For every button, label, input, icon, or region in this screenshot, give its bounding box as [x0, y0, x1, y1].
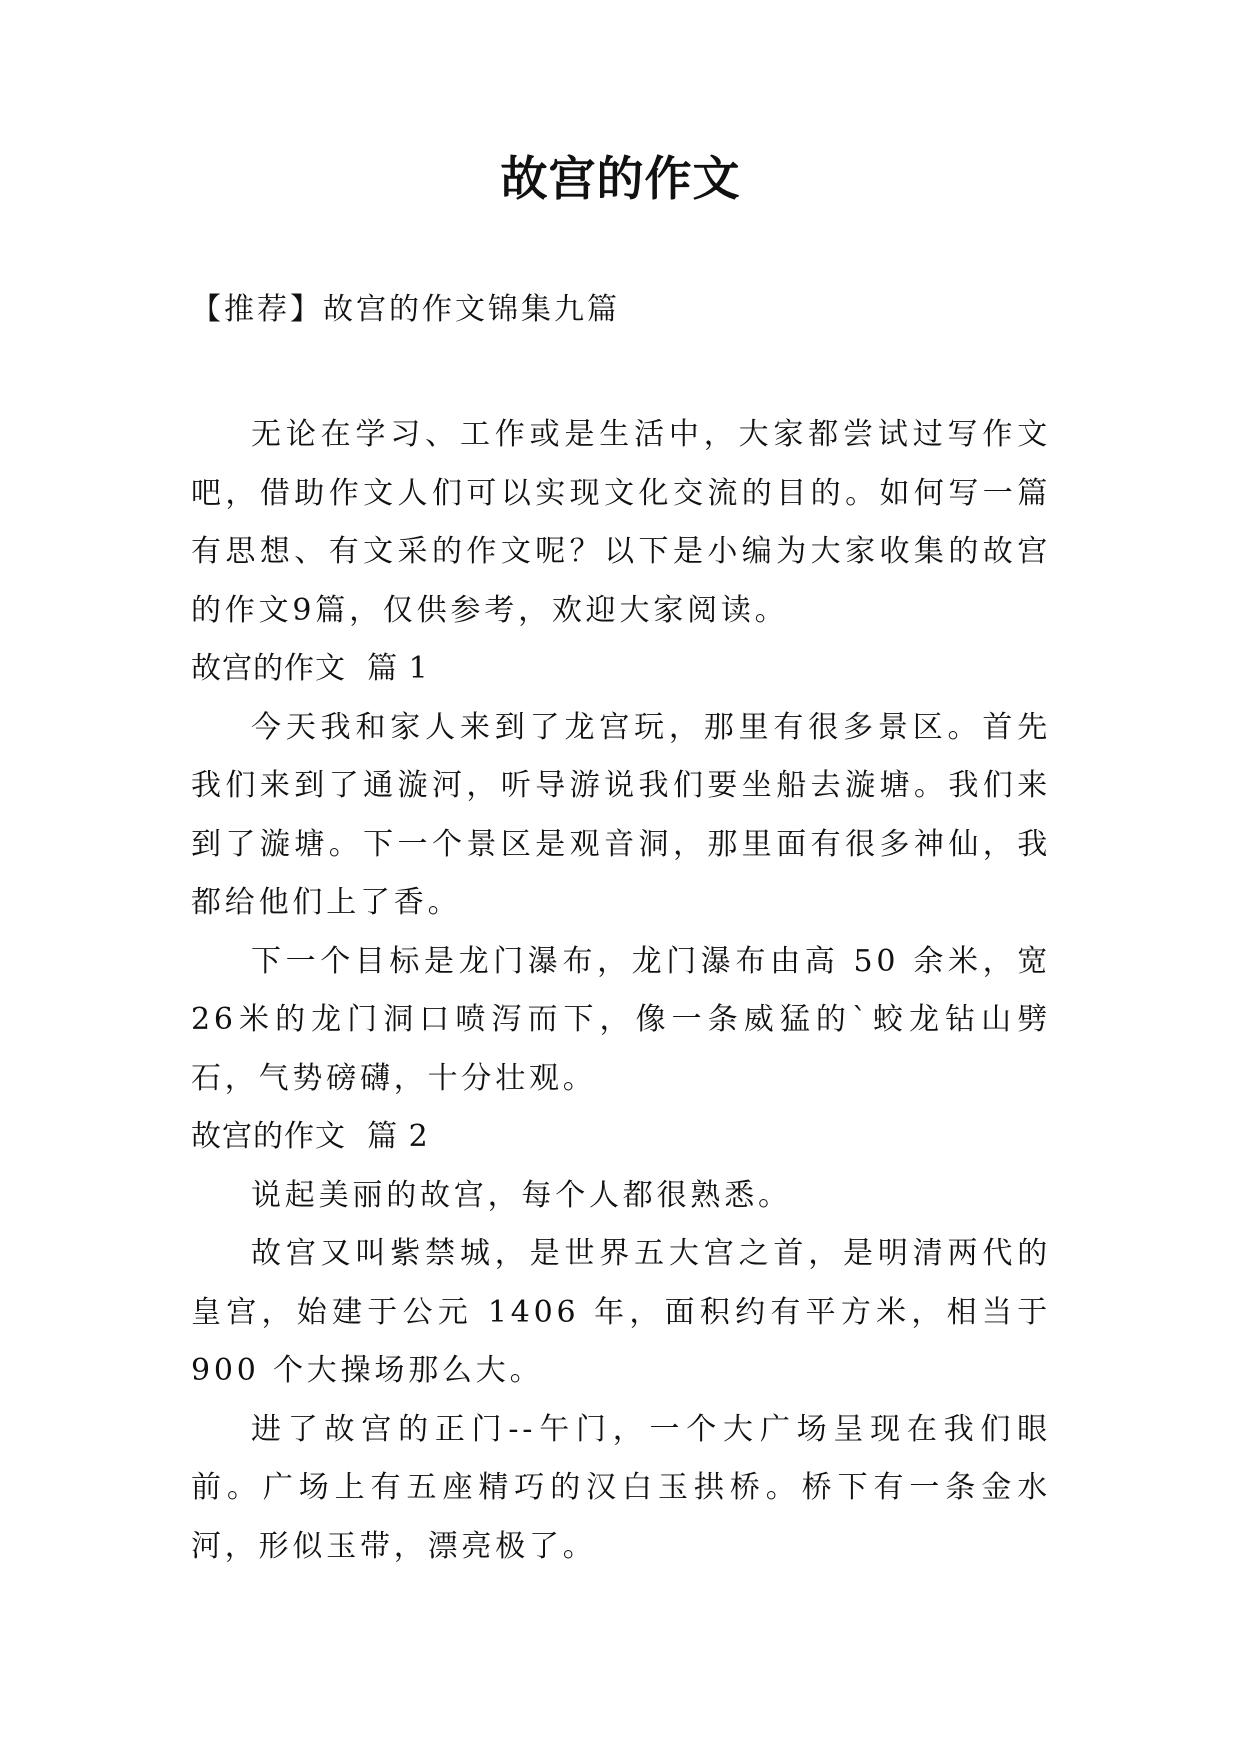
section-2-paragraph-2: 故宫又叫紫禁城，是世界五大宫之首，是明清两代的皇宫，始建于公元 1406 年，面积约有平方米，相当于 900 个大操场那么大。	[191, 1236, 1051, 1388]
document-title: 故宫的作文	[500, 152, 741, 207]
document-subtitle: 【推荐】故宫的作文锦集九篇	[191, 292, 620, 327]
document-body	[191, 406, 1051, 1576]
section-2-paragraph-3: 进了故宫的正门--午门，一个大广场呈现在我们眼前。广场上有五座精巧的汉白玉拱桥。桥下有一条金水河，形似玉带，漂亮极了。	[191, 1411, 1051, 1564]
section-heading-1: 故宫的作文 篇 1	[191, 651, 429, 686]
section-2-paragraph-1: 说起美丽的故宫，每个人都很熟悉。	[251, 1177, 792, 1213]
section-heading-2: 故宫的作文 篇 2	[191, 1119, 429, 1154]
intro-paragraph: 无论在学习、工作或是生活中，大家都尝试过写作文吧，借助作文人们可以实现文化交流的目的。如何写一篇有思想、有文采的作文呢？以下是小编为大家收集的故宫的作文9篇，仅供参考，欢迎大家阅读。	[191, 417, 1051, 628]
section-1-paragraph-2: 下一个目标是龙门瀑布，龙门瀑布由高 50 余米，宽 26米的龙门洞口喷泻而下，像一条威猛的`蛟龙钻山劈石，气势磅礴，十分壮观。	[191, 943, 1051, 1096]
section-1-paragraph-1: 今天我和家人来到了龙宫玩，那里有很多景区。首先我们来到了通漩河，听导游说我们要坐船去漩塘。我们来到了漩塘。下一个景区是观音洞，那里面有很多神仙，我都给他们上了香。	[191, 709, 1051, 920]
